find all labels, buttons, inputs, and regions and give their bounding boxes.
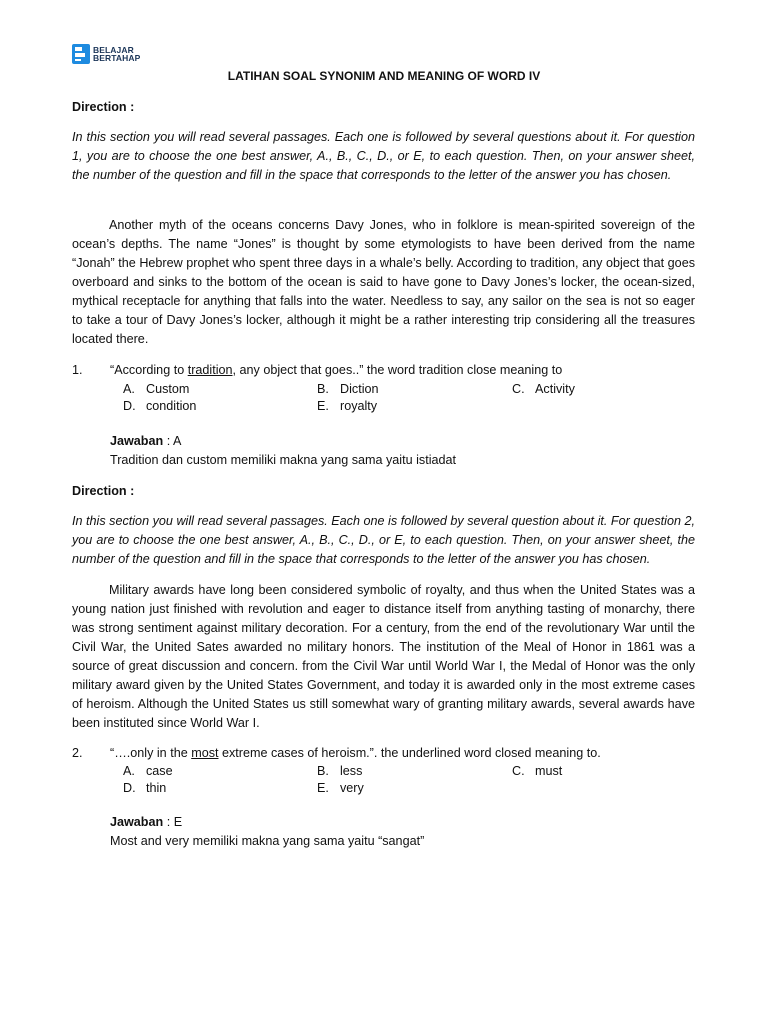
option-letter: B. — [317, 764, 329, 778]
question-1-option-d — [123, 397, 196, 416]
option-text: Diction — [340, 382, 379, 396]
answer-1-value: : A — [163, 434, 182, 448]
question-1-underlined-word: tradition — [187, 363, 233, 377]
passage-1: Another myth of the oceans concerns Davy Jones, who in folklore is mean-spirited sovereign of the ocean’s depths. The name “Jones” is thought by some etymologists to have been derived from the name “Jonah” the Hebrew prophet who spent three days in a whale’s belly. According to tradition, any object that goes overboard and sinks to the bottom of the ocean is said to have gone to Davy Jones’s locker, the ocean-sized, mythical receptacle for anything that falls into the water. Needless to say, any sailor on the sea is not so eager to take a tour of Davy Jones’s locker, although it might be a rather interesting trip considering all the treasures located there. — [72, 218, 695, 346]
logo-line1: BELAJAR — [93, 44, 134, 55]
logo-text — [93, 46, 140, 63]
option-letter: C. — [512, 382, 525, 396]
option-text: must — [535, 764, 563, 778]
question-2-text-before: “….only in the — [110, 746, 192, 760]
logo-mark-icon — [72, 44, 90, 64]
option-text: case — [146, 764, 173, 778]
option-text: royalty — [340, 399, 378, 413]
logo-line2: BERTAHAP — [93, 53, 141, 63]
question-2-option-e — [317, 779, 364, 798]
option-text: thin — [146, 781, 167, 795]
question-2-option-c — [512, 762, 562, 781]
question-1-option-e — [317, 397, 377, 416]
question-1-text — [110, 361, 562, 380]
question-2-underlined-word: most — [191, 746, 219, 760]
option-text: condition — [146, 399, 197, 413]
option-letter: A. — [123, 764, 135, 778]
question-2-text-after: extreme cases of heroism.”. the underlined word closed meaning to. — [218, 746, 601, 760]
question-1-text-before: “According to — [110, 363, 188, 377]
option-letter: D. — [123, 781, 136, 795]
question-2-number: 2. — [72, 746, 83, 760]
option-text: less — [340, 764, 363, 778]
explanation-2: Most and very memiliki makna yang sama yaitu “sangat” — [110, 834, 425, 848]
answer-2 — [110, 813, 182, 832]
direction-text-1: In this section you will read several passages. Each one is followed by several questions about it. For question 1, you are to choose the one best answer, A., B., C., D., or E, to each question. Then, on your answer sheet, the number of the question and fill in the space that corresponds to the letter of the answer you has chosen. — [72, 130, 695, 182]
explanation-1: Tradition dan custom memiliki makna yang sama yaitu istiadat — [110, 453, 457, 467]
option-text: very — [340, 781, 364, 795]
option-letter: D. — [123, 399, 136, 413]
option-text: Custom — [146, 382, 190, 396]
answer-2-value: : E — [163, 815, 183, 829]
passage-2: Military awards have long been considered symbolic of royalty, and thus when the United States was a young nation just finished with revolution and eager to distance itself from anything tasting of monarchy, there was strong sentiment against military decoration. For a century, from the end of the revolutionary War until the Civil War, the United Sates awarded no military honors. The institution of the Meal of Honor in 1861 was a source of great discussion and concern. from the Civil War until World War I, the Medal of Honor was the only military award given by the United States Government, and today it is awarded only in the most extreme cases of heroism. Although the United States us still somewhat wary of granting military awards, several awards have been instituted since World War I. — [72, 583, 695, 730]
direction-heading-2: Direction : — [72, 484, 135, 498]
answer-1 — [110, 432, 181, 451]
answer-1-label: Jawaban — [110, 434, 164, 448]
direction-heading-1: Direction : — [72, 100, 135, 114]
question-1-text-after: , any object that goes..” the word tradition close meaning to — [232, 363, 563, 377]
question-1-option-c — [512, 380, 575, 399]
answer-2-label: Jawaban — [110, 815, 164, 829]
question-1-number: 1. — [72, 363, 83, 377]
question-2-text — [110, 744, 601, 763]
brand-logo — [72, 44, 140, 64]
option-letter: E. — [317, 781, 329, 795]
option-letter: A. — [123, 382, 135, 396]
option-text: Activity — [535, 382, 575, 396]
option-letter: C. — [512, 764, 525, 778]
page-title: LATIHAN SOAL SYNONIM AND MEANING OF WORD IV — [227, 69, 541, 83]
option-letter: B. — [317, 382, 329, 396]
direction-text-2: In this section you will read several passages. Each one is followed by several question about it. For question 2, you are to choose the one best answer, A., B., C., D., or E, to each question. Then, on your answer sheet, the number of the question and fill in the space that corresponds to the letter of the answer you has chosen. — [72, 514, 695, 566]
option-letter: E. — [317, 399, 329, 413]
question-2-option-d — [123, 779, 166, 798]
